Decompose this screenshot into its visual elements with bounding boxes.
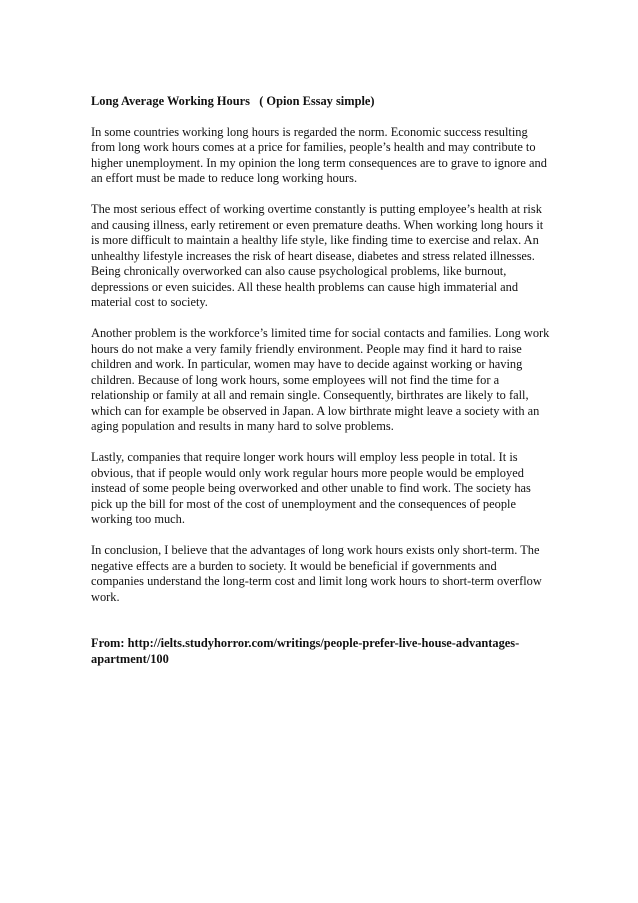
paragraph-conclusion: In conclusion, I believe that the advantages of long work hours exists only short-term. The negative effects are a burden to society. It would be beneficial if governments and companies understand the long-term cost and limit long work hours to short-term overflow work. bbox=[91, 543, 542, 604]
source-line bbox=[91, 636, 551, 667]
paragraph-introduction: In some countries working long hours is regarded the norm. Economic success resulting from long work hours comes at a price for families, people’s health and may contribute to higher unemployment. In my opinion the long term consequences are to grave to ignore and an effort must be made to reduce long working hours. bbox=[91, 124, 547, 185]
paragraph-unemployment: Lastly, companies that require longer work hours will employ less people in total. It is obvious, that if people would only work regular hours more people would be employed instead of some people being overworked and other unable to find work. The society has pick up the bill for most of the cost of unemployment and the consequences of people working too much. bbox=[91, 450, 531, 526]
essay-title: Long Average Working Hours ( Opion Essay simple) bbox=[91, 94, 375, 108]
source-url: http://ielts.studyhorror.com/writings/people-prefer-live-house-advantages-apartment/100 bbox=[91, 636, 520, 666]
paragraph-health: The most serious effect of working overtime constantly is putting employee’s health at risk and causing illness, early retirement or even premature deaths. When working long hours it is more difficult to maintain a healthy life style, like finding time to exercise and relax. An unhealthy lifestyle increases the risk of heart disease, diabetes and stress related illnesses. Being chronically overworked can also cause psychological problems, like burnout, depressions or even suicides. All these health problems can cause high immaterial and material cost to society. bbox=[91, 202, 544, 309]
essay-body bbox=[91, 94, 551, 667]
paragraph-family: Another problem is the workforce’s limited time for social contacts and families. Long work hours do not make a very family friendly environment. People may find it hard to raise children and work. In particular, women may have to decide against working or having children. Because of long work hours, some employees will not find the time for a relationship or family at all and remain single. Consequently, birthrates are likely to fall, which can for example be observed in Japan. A low birthrate might leave a society with an aging population and results in many hard to solve problems. bbox=[91, 326, 550, 433]
source-label: From: bbox=[91, 636, 128, 650]
